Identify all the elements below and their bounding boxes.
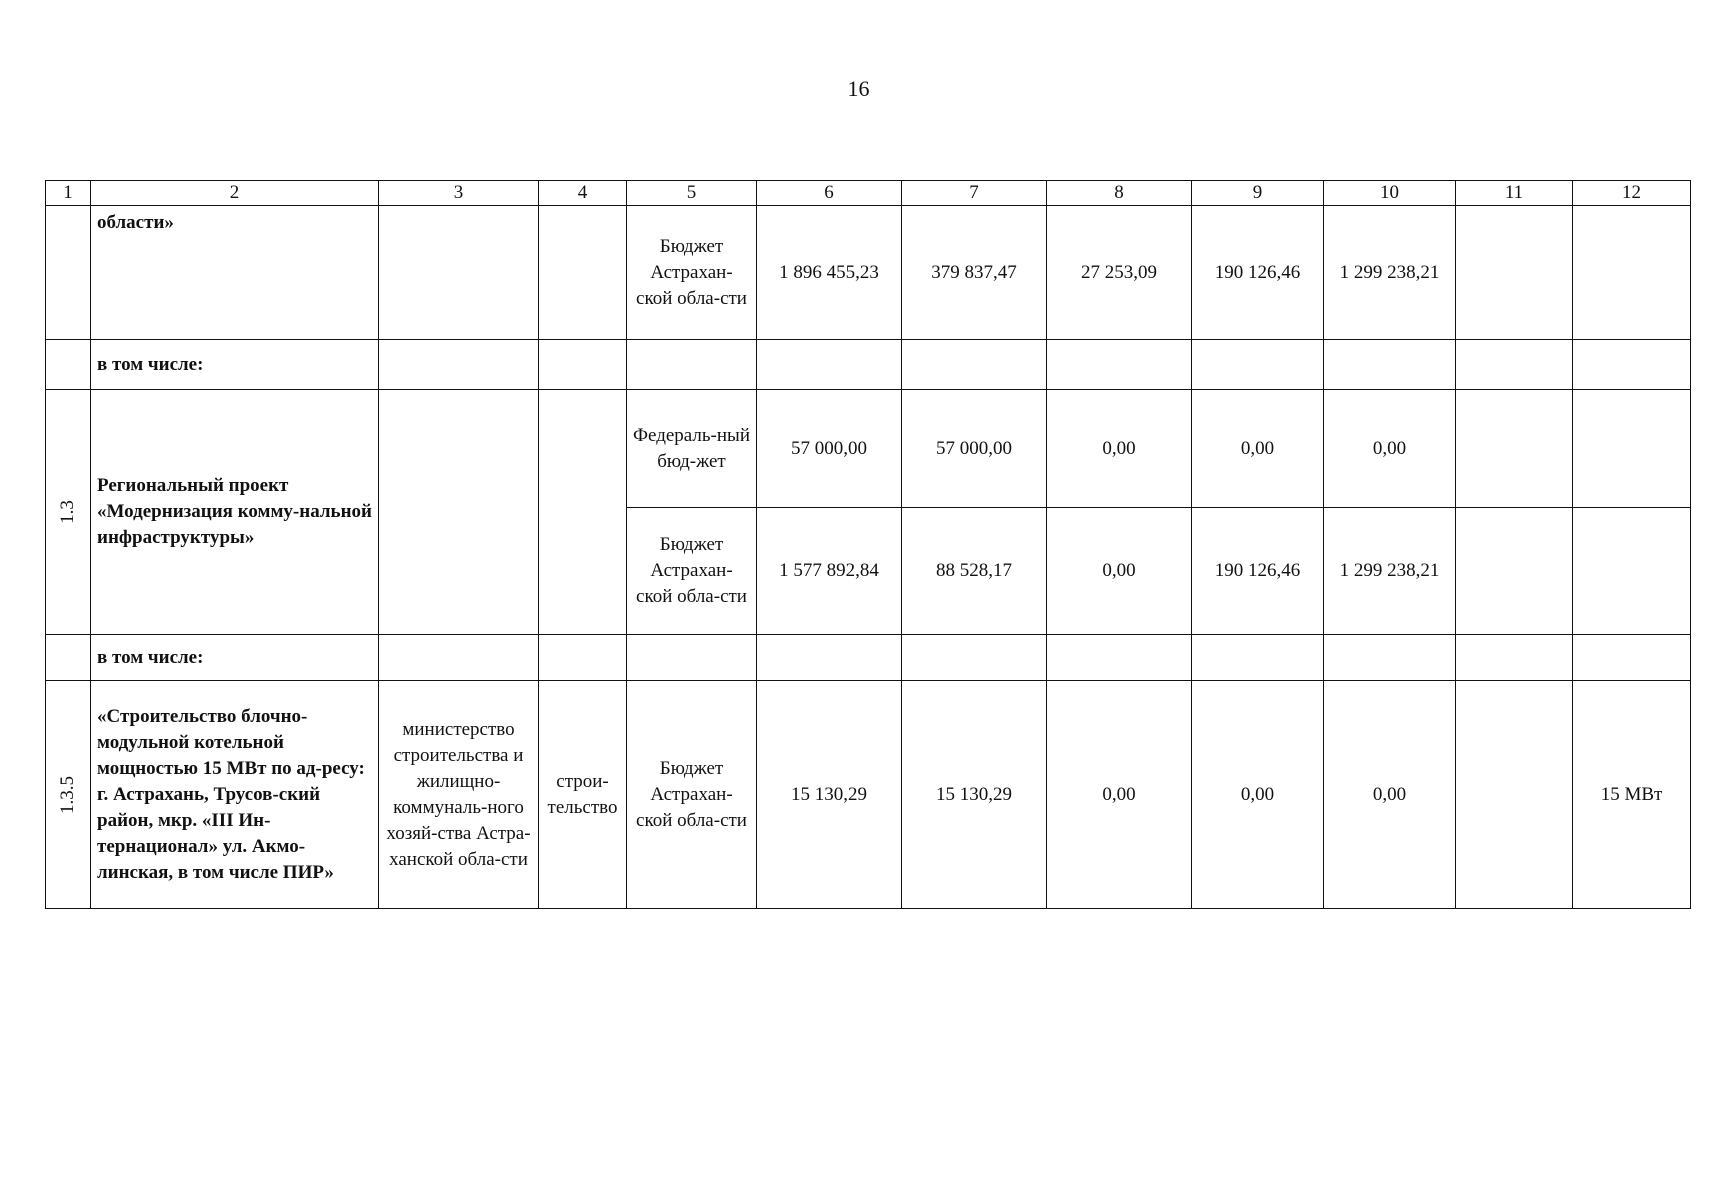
column-header: 4	[539, 181, 627, 206]
empty-cell	[902, 635, 1047, 681]
empty-cell	[902, 340, 1047, 390]
empty-cell	[757, 635, 902, 681]
empty-cell	[627, 340, 757, 390]
value-year-1: 57 000,00	[902, 390, 1047, 508]
type-cell	[539, 206, 627, 340]
empty-cell	[757, 340, 902, 390]
empty-cell	[539, 340, 627, 390]
column-header: 12	[1573, 181, 1691, 206]
column-header: 9	[1192, 181, 1324, 206]
column-numbers-row	[46, 181, 1691, 206]
value-year-4: 1 299 238,21	[1324, 206, 1456, 340]
empty-cell	[1324, 340, 1456, 390]
empty-cell	[627, 635, 757, 681]
empty-cell	[1573, 508, 1691, 635]
value-year-2: 27 253,09	[1047, 206, 1192, 340]
executor-cell	[379, 390, 539, 635]
value-year-3: 0,00	[1192, 390, 1324, 508]
value-year-1: 15 130,29	[902, 681, 1047, 909]
value-year-1: 379 837,47	[902, 206, 1047, 340]
funding-source: Федераль-ный бюд-жет	[627, 390, 757, 508]
table-row	[46, 681, 1691, 909]
empty-cell	[539, 635, 627, 681]
page-number: 16	[847, 76, 870, 101]
column-header: 11	[1456, 181, 1573, 206]
empty-cell	[1192, 340, 1324, 390]
value-year-4: 0,00	[1324, 390, 1456, 508]
empty-cell	[1456, 508, 1573, 635]
row-number	[46, 635, 91, 681]
empty-cell	[1456, 681, 1573, 909]
column-header: 7	[902, 181, 1047, 206]
row-number: 1.3.5	[46, 681, 91, 909]
row-name: в том числе:	[91, 635, 379, 681]
value-year-2: 0,00	[1047, 390, 1192, 508]
table-row	[46, 390, 1691, 508]
column-header: 3	[379, 181, 539, 206]
funding-source: Бюджет Астрахан-ской обла-сти	[627, 508, 757, 635]
row-number	[46, 340, 91, 390]
value-year-4: 1 299 238,21	[1324, 508, 1456, 635]
value-year-2: 0,00	[1047, 681, 1192, 909]
value-year-3: 190 126,46	[1192, 206, 1324, 340]
value-year-3: 190 126,46	[1192, 508, 1324, 635]
empty-cell	[1573, 340, 1691, 390]
column-header: 8	[1047, 181, 1192, 206]
row-number	[46, 206, 91, 340]
table-row	[46, 635, 1691, 681]
type-cell: строи-тельство	[539, 681, 627, 909]
value-total: 1 577 892,84	[757, 508, 902, 635]
empty-cell	[1573, 390, 1691, 508]
column-header: 6	[757, 181, 902, 206]
value-total: 1 896 455,23	[757, 206, 902, 340]
value-year-3: 0,00	[1192, 681, 1324, 909]
empty-cell	[1047, 340, 1192, 390]
empty-cell	[379, 635, 539, 681]
funding-source: Бюджет Астрахан-ской обла-сти	[627, 206, 757, 340]
row-name: «Строительство блочно-модульной котельной мощностью 15 МВт по ад-ресу: г. Астрахань, Трусов-ский район, мкр. «III Ин-тернационал» ул. Акмо-линская, в том числе ПИР»	[91, 681, 379, 909]
executor-cell	[379, 206, 539, 340]
row-name: области»	[91, 206, 379, 340]
value-year-2: 0,00	[1047, 508, 1192, 635]
column-header: 1	[46, 181, 91, 206]
empty-cell	[1192, 635, 1324, 681]
table-row	[46, 206, 1691, 340]
value-total: 57 000,00	[757, 390, 902, 508]
empty-cell	[1573, 635, 1691, 681]
result-indicator: 15 МВт	[1573, 681, 1691, 909]
value-year-1: 88 528,17	[902, 508, 1047, 635]
value-year-4: 0,00	[1324, 681, 1456, 909]
empty-cell	[1456, 635, 1573, 681]
column-header: 10	[1324, 181, 1456, 206]
row-name: Региональный проект «Модернизация комму-нальной инфраструктуры»	[91, 390, 379, 635]
empty-cell	[1324, 635, 1456, 681]
row-name: в том числе:	[91, 340, 379, 390]
empty-cell	[1456, 340, 1573, 390]
empty-cell	[1456, 390, 1573, 508]
column-header: 5	[627, 181, 757, 206]
executor-cell: министерство строительства и жилищно-коммуналь-ного хозяй-ства Астра-ханской обла-сти	[379, 681, 539, 909]
table-row	[46, 340, 1691, 390]
value-total: 15 130,29	[757, 681, 902, 909]
empty-cell	[1573, 206, 1691, 340]
empty-cell	[1456, 206, 1573, 340]
budget-table	[45, 180, 1691, 909]
row-number: 1.3	[46, 390, 91, 635]
type-cell	[539, 390, 627, 635]
empty-cell	[379, 340, 539, 390]
column-header: 2	[91, 181, 379, 206]
empty-cell	[1047, 635, 1192, 681]
funding-source: Бюджет Астрахан-ской обла-сти	[627, 681, 757, 909]
